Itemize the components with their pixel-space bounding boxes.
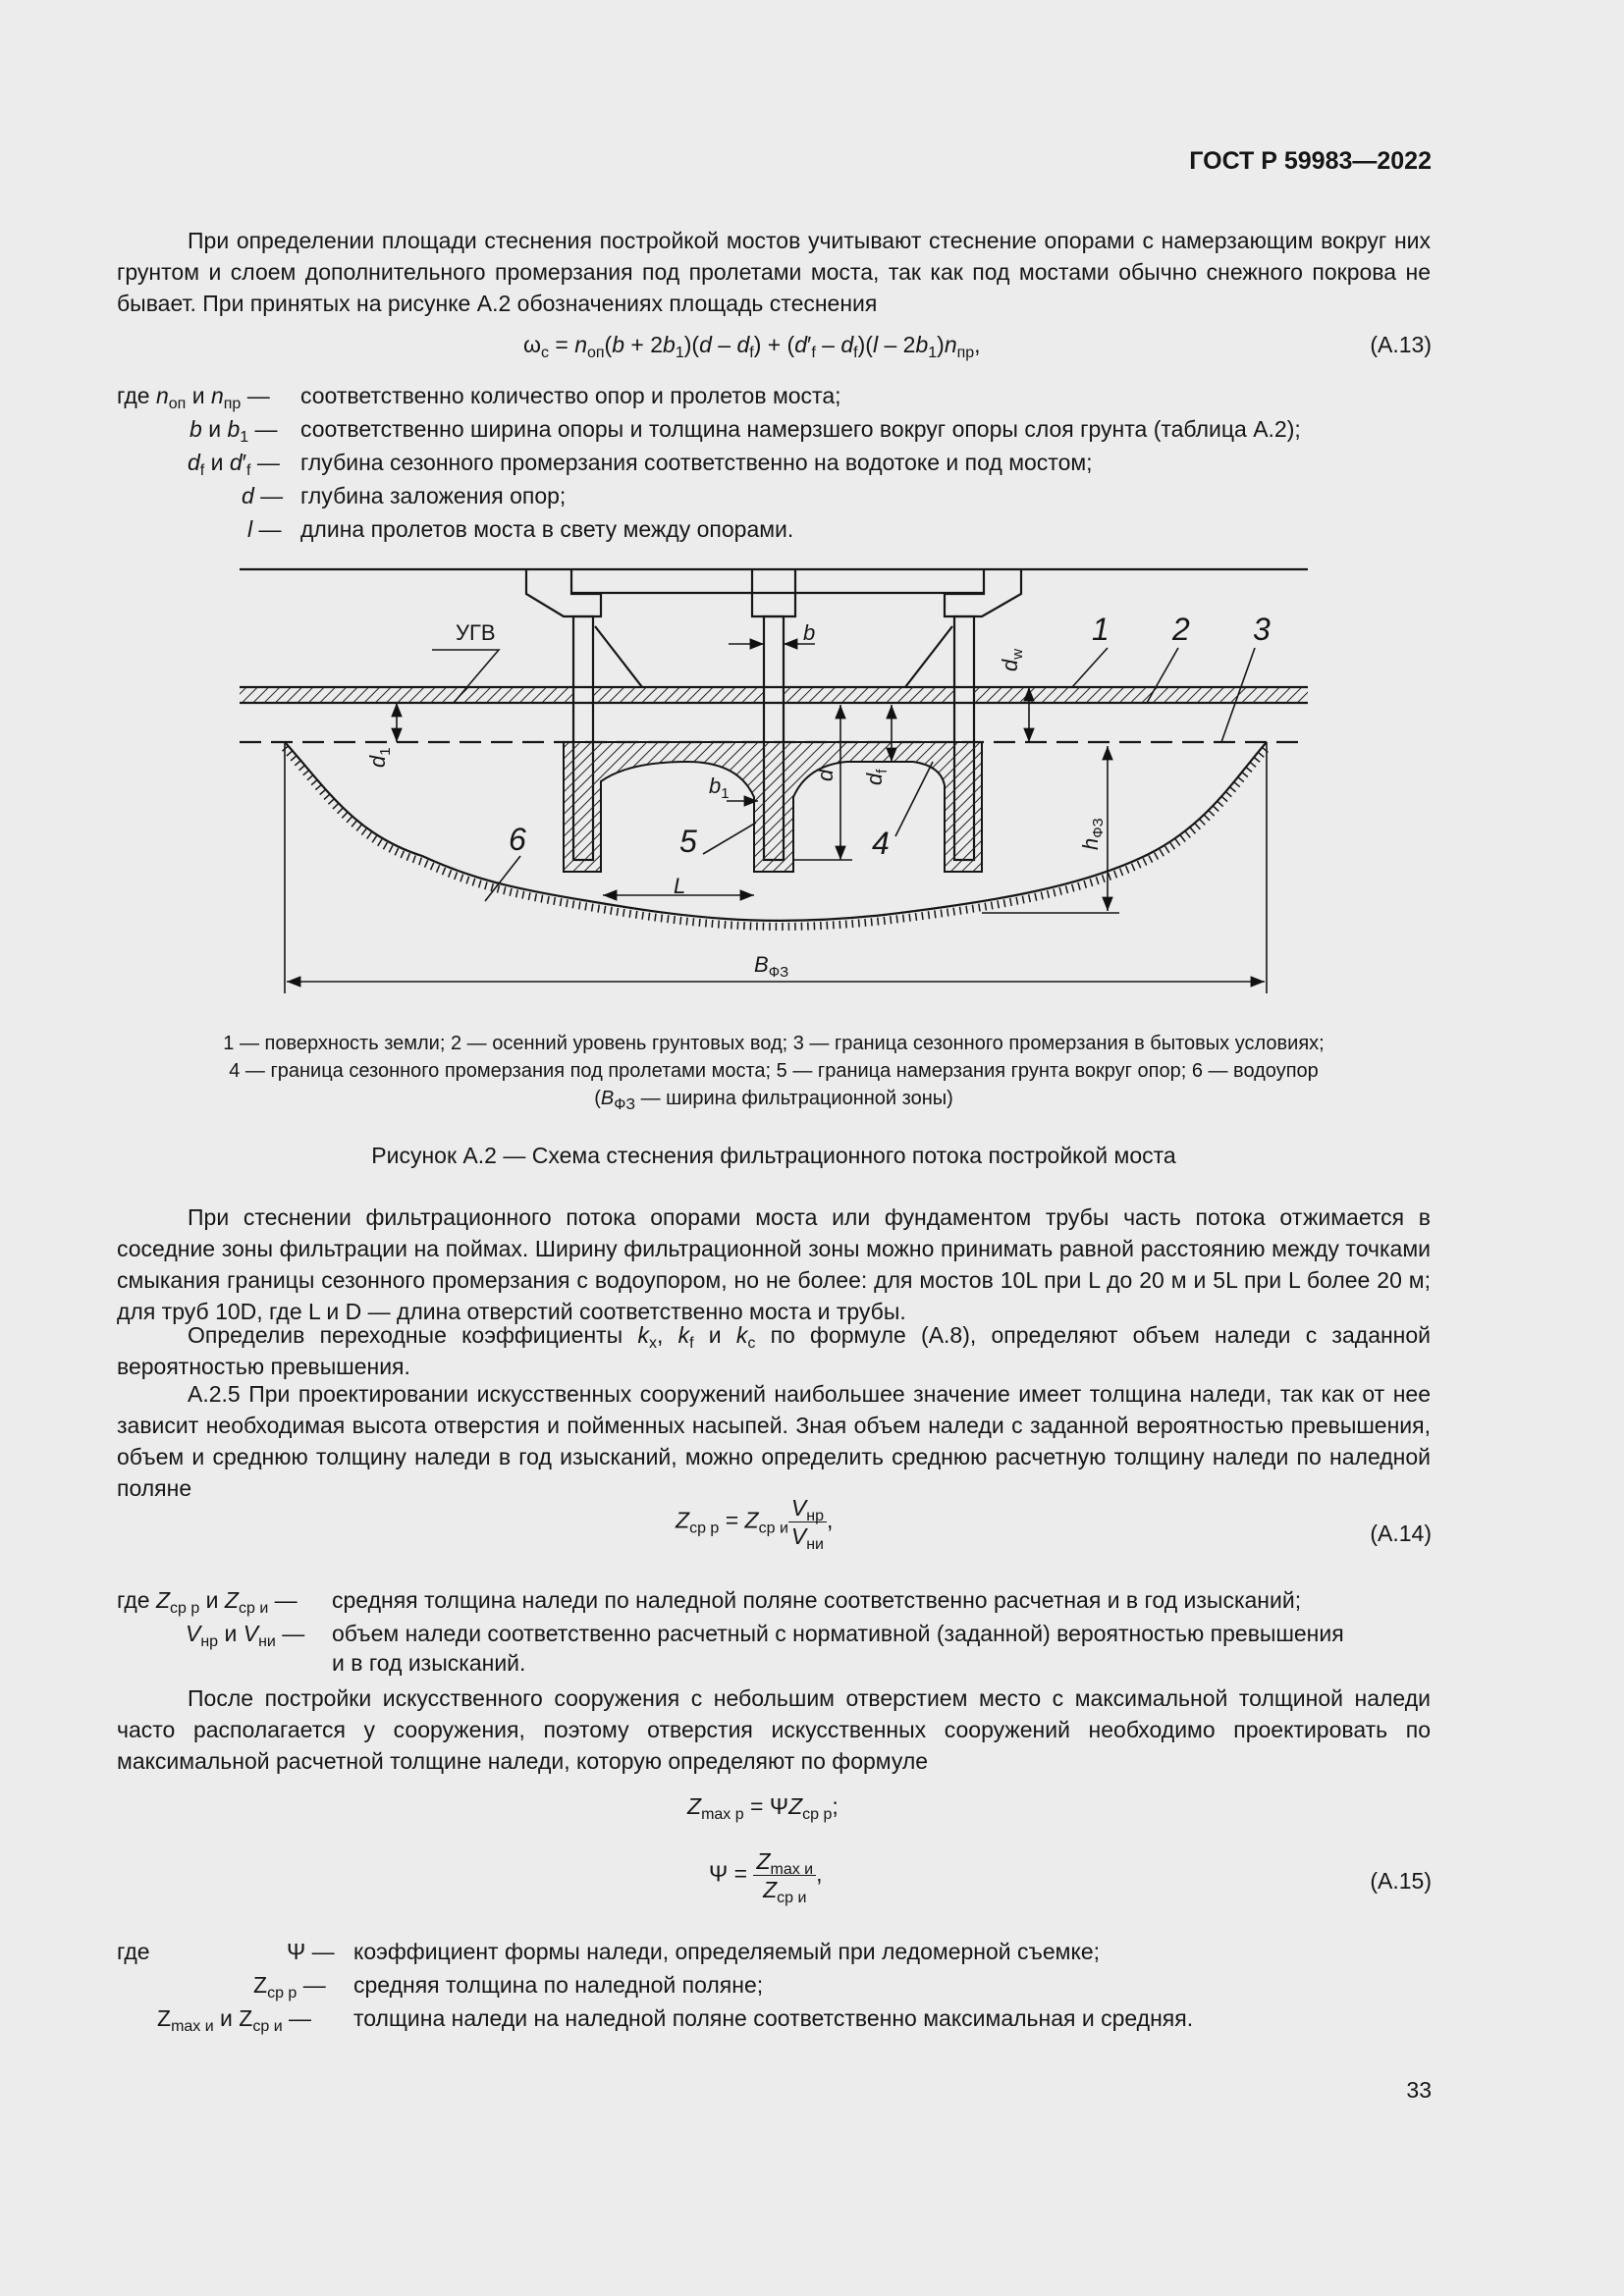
definition-term-zsrp: $Z_{ср р}$ — <box>253 1972 326 2002</box>
leader-6 <box>485 856 520 901</box>
label-1: 1 <box>1092 612 1110 647</box>
definition-term: d — <box>242 483 284 508</box>
definition-text-v-cont: и в год изысканий. <box>332 1650 526 1676</box>
definition-text: глубина заложения опор; <box>300 483 567 508</box>
label-hfz: $h_{ФЗ}$ <box>1078 818 1107 850</box>
definition-text: соответственно ширина опоры и толщина намерзшего вокруг опоры слоя грунта (таблица А.2); <box>300 416 1301 442</box>
definition-text-zsrp: средняя толщина по наледной поляне; <box>353 1972 764 1998</box>
formula-a15-number: (А.15) <box>1370 1868 1432 1894</box>
paragraph-max-thickness: После постройки искусственного сооружения с небольшим отверстием место с максимальной толщиной наледи часто располагается у сооружения, поэтому отверстия искусственных сооружений необходимо проектировать по максимальной расчетной толщине наледи, которую определяют по формуле <box>117 1685 1431 1774</box>
formula-zmax: $Z_{max р} = \Psi Z_{ср р}$; <box>687 1793 839 1823</box>
soil-hatch-right <box>974 687 1308 703</box>
soil-hatch-left <box>240 687 573 703</box>
legend-line-3: ($B_{ФЗ}$ — ширина фильтрационной зоны) <box>594 1088 953 1113</box>
label-L: L <box>674 874 686 898</box>
definition-term-psi: Ψ — <box>287 1939 335 1964</box>
legend-line-1: 1 — поверхность земли; 2 — осенний уровень грунтовых вод; 3 — граница сезонного промерзания в бытовых условиях; <box>223 1033 1325 1054</box>
intro-paragraph: При определении площади стеснения постройкой мостов учитывают стеснение опорами с намерзающим вокруг них грунтом и слоем дополнительного промерзания под пролетами моста, так как под мостами обычно снежного покрова не бывает. При принятых на рисунке А.2 обозначениях площадь стеснения <box>117 228 1431 316</box>
label-d1: $d_1$ <box>365 747 394 768</box>
definition-where: где <box>117 1939 150 1964</box>
label-ugv: УГВ <box>456 620 496 645</box>
definition-term-zmax: $Z_{max и}$ и $Z_{ср и}$ — <box>157 2005 312 2035</box>
definition-text-psi: коэффициент формы наледи, определяемый при ледомерной съемке; <box>353 1939 1100 1964</box>
pier-cap-left <box>526 569 601 616</box>
figure-bridge-scheme <box>0 0 1624 1021</box>
standard-number: ГОСТ Р 59983—2022 <box>1189 147 1432 175</box>
formula-a14-number: (А.14) <box>1370 1521 1432 1546</box>
paragraph-filtration: При стеснении фильтрационного потока опорами моста или фундаментом трубы часть потока отжимается в соседние зоны фильтрации на поймах. Ширину фильтрационной зоны можно принимать равной расстоянию между точками смыкания границы сезонного промерзания с водоупором, но не более: для мостов 10L при L до 20 м и 5L при L более 20 м; для труб 10D, где L и D — длина отверстий соответственно моста и трубы. <box>117 1204 1431 1324</box>
brace-right <box>905 626 952 687</box>
definition-term-zsr: где $Z_{ср р}$ и $Z_{ср и}$ — <box>117 1587 298 1617</box>
definition-text-zmax: толщина наледи на наледной поляне соответственно максимальная и средняя. <box>353 2005 1194 2031</box>
definition-text-zsr: средняя толщина наледи по наледной поляне соответственно расчетная и в год изысканий; <box>332 1587 1302 1613</box>
frozen-soil-around-piers <box>564 742 982 872</box>
definition-text-v: объем наледи соответственно расчетный с нормативной (заданной) вероятностью превышения <box>332 1621 1344 1646</box>
label-4: 4 <box>872 826 890 861</box>
paragraph-coefficients: Определив переходные коэффициенты $k_x$, $k_f$ и $k_c$ по формуле (А.8), определяют объем наледи с заданной вероятностью превышения. <box>117 1322 1432 1379</box>
label-dw: $d_w$ <box>998 648 1026 671</box>
definition-term: где $n_{оп}$ и $n_{пр}$ — <box>117 383 270 412</box>
leader-5 <box>703 823 756 854</box>
label-b: b <box>803 620 816 645</box>
definition-term: l — <box>247 516 282 542</box>
label-b1: $b_1$ <box>709 774 730 802</box>
definition-text: глубина сезонного промерзания соответственно на водотоке и под мостом; <box>300 450 1093 475</box>
definition-text: длина пролетов моста в свету между опорами. <box>300 516 794 542</box>
definition-text: соответственно количество опор и пролетов моста; <box>300 383 841 408</box>
formula-a15: Ψ = $\frac{Z_{max и}}{Z_{ср и}}$ , <box>709 1848 823 1906</box>
pier-cap-right <box>945 569 1021 616</box>
label-2: 2 <box>1172 612 1190 647</box>
leader-4 <box>895 762 933 836</box>
definition-term-v: $V_{нр}$ и $V_{ни}$ — <box>186 1621 305 1650</box>
legend-line-2: 4 — граница сезонного промерзания под пролетами моста; 5 — граница намерзания грунта вокруг опор; 6 — водоупор <box>229 1060 1319 1082</box>
definition-term: $d_f$ и $d'_f$ — <box>188 450 280 479</box>
figure-legend <box>117 1030 1431 1112</box>
brace-left <box>595 626 642 687</box>
page-number: 33 <box>1406 2077 1432 2103</box>
label-5: 5 <box>679 824 697 859</box>
figure-caption: Рисунок А.2 — Схема стеснения фильтрационного потока постройкой моста <box>371 1143 1176 1168</box>
definition-term: b и $b_1$ — <box>189 416 278 446</box>
formula-a14: $Z_{ср р} = Z_{ср и}$ $\frac{V_{нр}}{V_{ни}}$ , <box>676 1495 834 1553</box>
label-6: 6 <box>509 822 526 857</box>
formula-a13: $\omega_с = n_{оп}(b + 2b_1)(d - d_f) + (d'_f - d_f)(l - 2b_1)n_{пр}$, <box>523 332 981 361</box>
soil-hatch-3 <box>784 687 954 703</box>
label-d: d <box>813 769 838 781</box>
paragraph-a25: А.2.5 При проектировании искусственных сооружений наибольшее значение имеет толщина наледи, так как от нее зависит необходимая высота отверстия и пойменных насыпей. Зная объем наледи с заданной вероятностью превышения, объем и среднюю толщину наледи в год изысканий, можно определить среднюю расчетную толщину наледи по наледной поляне <box>117 1381 1431 1501</box>
label-3: 3 <box>1253 612 1271 647</box>
formula-a13-number: (А.13) <box>1370 332 1432 357</box>
leader-1 <box>1072 648 1108 687</box>
soil-hatch-2 <box>593 687 764 703</box>
label-df: $d_f$ <box>862 769 891 785</box>
label-Bfz: $B_{ФЗ}$ <box>754 952 789 981</box>
